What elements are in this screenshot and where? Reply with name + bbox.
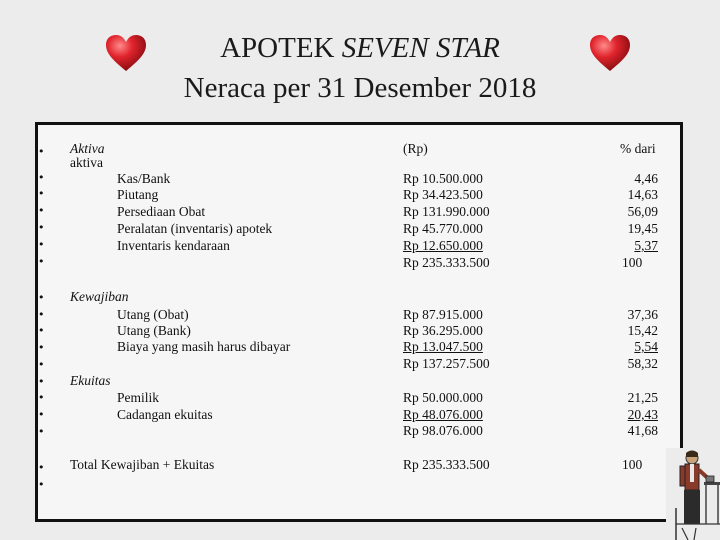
bullet: •	[38, 145, 45, 158]
bullet: •	[38, 425, 45, 438]
aktiva-total-amount: Rp 235.333.500	[403, 255, 490, 270]
person-at-desk-icon	[666, 448, 720, 540]
bullet: •	[38, 341, 45, 354]
aktiva-item-pct: 4,46	[634, 171, 658, 186]
ekuitas-total-amount: Rp 98.076.000	[403, 423, 483, 438]
kewajiban-item-amount: Rp 13.047.500	[403, 339, 483, 354]
aktiva-item-label: Inventaris kendaraan	[117, 238, 230, 253]
heart-icon	[104, 33, 148, 73]
aktiva-item-amount: Rp 34.423.500	[403, 187, 483, 202]
ekuitas-heading: Ekuitas	[70, 373, 111, 388]
kewajiban-total-amount: Rp 137.257.500	[403, 356, 490, 371]
aktiva-item-label: Kas/Bank	[117, 171, 171, 186]
heart-icon	[588, 33, 632, 73]
bullet: •	[38, 187, 45, 200]
kewajiban-total-pct: 58,32	[627, 356, 658, 371]
ekuitas-item-label: Pemilik	[117, 390, 160, 405]
kewajiban-item-pct: 15,42	[627, 323, 658, 338]
aktiva-item-amount: Rp 12.650.000	[403, 238, 483, 253]
bullet: •	[38, 358, 45, 371]
kewajiban-item-amount: Rp 87.915.000	[403, 307, 483, 322]
kewajiban-item-label: Biaya yang masih harus dibayar	[117, 339, 291, 354]
bullet: •	[38, 324, 45, 337]
aktiva-item-pct: 19,45	[627, 221, 658, 236]
kewajiban-item-pct: 5,54	[634, 339, 658, 354]
ekuitas-total-pct: 41,68	[627, 423, 658, 438]
bullet: •	[38, 221, 45, 234]
percent-column-header: % dari	[620, 141, 656, 156]
kewajiban-item-label: Utang (Bank)	[117, 323, 191, 338]
aktiva-heading: Aktiva	[70, 141, 105, 156]
aktiva-item-label: Persediaan Obat	[117, 204, 206, 219]
grand-total-label: Total Kewajiban + Ekuitas	[70, 457, 215, 472]
aktiva-total-pct: 100	[622, 255, 643, 270]
bullet: •	[38, 291, 45, 304]
aktiva-item-amount: Rp 45.770.000	[403, 221, 483, 236]
ekuitas-item-amount: Rp 48.076.000	[403, 407, 483, 422]
grand-total-pct: 100	[622, 457, 643, 472]
ekuitas-item-pct: 20,43	[627, 407, 658, 422]
kewajiban-item-pct: 37,36	[627, 307, 658, 322]
aktiva-item-pct: 56,09	[627, 204, 658, 219]
bullet: •	[38, 204, 45, 217]
kewajiban-heading: Kewajiban	[70, 289, 129, 304]
bullet: •	[38, 461, 45, 474]
bullet: •	[38, 408, 45, 421]
aktiva-item-pct: 5,37	[634, 238, 658, 253]
bullet: •	[38, 308, 45, 321]
aktiva-item-pct: 14,63	[627, 187, 658, 202]
aktiva-item-amount: Rp 10.500.000	[403, 171, 483, 186]
bullet: •	[38, 375, 45, 388]
aktiva-item-label: Piutang	[117, 187, 159, 202]
ekuitas-item-label: Cadangan ekuitas	[117, 407, 213, 422]
title-line-2: Neraca per 31 Desember 2018	[183, 72, 537, 104]
aktiva-subheading: aktiva	[70, 155, 103, 170]
ekuitas-item-pct: 21,25	[627, 390, 658, 405]
title-line-1: APOTEK SEVEN STAR	[220, 32, 500, 64]
rp-column-header: (Rp)	[403, 141, 428, 156]
bullet: •	[38, 255, 45, 268]
bullet: •	[38, 238, 45, 251]
title-italic: SEVEN STAR	[341, 32, 500, 64]
aktiva-item-label: Peralatan (inventaris) apotek	[117, 221, 273, 236]
bullet: •	[38, 478, 45, 491]
balance-sheet-panel	[35, 122, 683, 522]
kewajiban-item-label: Utang (Obat)	[117, 307, 189, 322]
kewajiban-item-amount: Rp 36.295.000	[403, 323, 483, 338]
aktiva-item-amount: Rp 131.990.000	[403, 204, 490, 219]
bullet: •	[38, 171, 45, 184]
bullet: •	[38, 391, 45, 404]
grand-total-amount: Rp 235.333.500	[403, 457, 490, 472]
ekuitas-item-amount: Rp 50.000.000	[403, 390, 483, 405]
